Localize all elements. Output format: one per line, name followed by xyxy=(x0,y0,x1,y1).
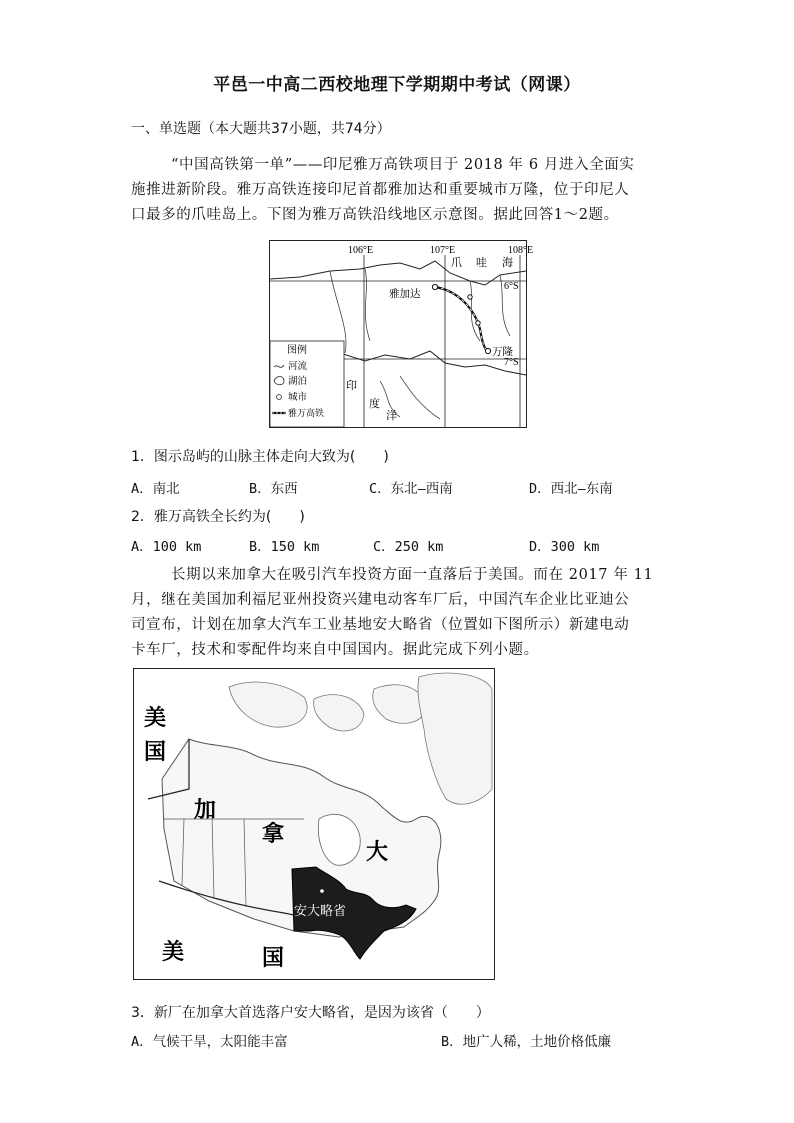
lon-label-106e: 106°E xyxy=(348,245,374,256)
q3-option-a[interactable]: A．气候干旱，太阳能丰富 xyxy=(131,1034,288,1050)
legend-city-label: 城市 xyxy=(288,393,308,403)
label-canada-1: 加 xyxy=(194,797,217,822)
legend-river-label: 河流 xyxy=(288,362,308,372)
section-heading: 一、单选题（本大题共37小题，共74分） xyxy=(131,121,391,137)
java-railway-map xyxy=(269,240,534,428)
legend-railway-label: 雅万高铁 xyxy=(288,408,325,418)
ocean-label-char: 度 xyxy=(369,398,380,410)
lon-label-108e: 108°E xyxy=(508,245,534,256)
greenland xyxy=(418,673,492,804)
q2-option-c[interactable]: C．250 km xyxy=(373,539,444,555)
ocean-label-char: 洋 xyxy=(386,410,397,422)
arctic-island xyxy=(229,682,307,727)
label-usa-top-2: 国 xyxy=(144,739,167,764)
passage2-line3: 司宣布，计划在加拿大汽车工业基地安大略省（位置如下图所示）新建电动 xyxy=(131,617,630,633)
sea-label-char: 哇 xyxy=(476,257,487,269)
passage2-line2: 月，继在美国加利福尼亚州投资兴建电动客车厂后，中国汽车企业比亚迪公 xyxy=(131,592,630,608)
city-dot xyxy=(476,321,480,325)
lat-label-6s: 6°S xyxy=(504,281,519,292)
ocean-label-char: 印 xyxy=(346,380,357,392)
q2-option-d[interactable]: D．300 km xyxy=(529,539,600,555)
city-bandung-label: 万隆 xyxy=(492,347,513,358)
legend-lake-label: 湖泊 xyxy=(288,377,308,387)
q1-option-c[interactable]: C．东北—西南 xyxy=(369,481,453,497)
river-line xyxy=(400,376,440,419)
canada-map-svg xyxy=(134,669,494,979)
q2-option-a[interactable]: A．100 km xyxy=(131,539,202,555)
city-jakarta-label: 雅加达 xyxy=(389,289,421,300)
label-canada-2: 拿 xyxy=(262,821,285,846)
q1-option-d[interactable]: D．西北—东南 xyxy=(529,481,613,497)
canada-ontario-map xyxy=(133,668,495,980)
legend-title: 图例 xyxy=(287,345,307,356)
question-3-stem: 3．新厂在加拿大首选落户安大略省，是因为该省（ ） xyxy=(131,1005,490,1021)
label-usa-top-1: 美 xyxy=(144,705,167,730)
arctic-island xyxy=(314,695,364,731)
lat-label-7s: 7°S xyxy=(504,357,519,368)
label-ontario: 安大略省 xyxy=(294,903,347,918)
legend-city-symbol xyxy=(277,395,282,400)
passage1-line3: 口最多的爪哇岛上。下图为雅万高铁沿线地区示意图。据此回答1～2题。 xyxy=(131,207,619,223)
label-usa-bottom-2: 国 xyxy=(262,945,285,970)
q1-option-b[interactable]: B．东西 xyxy=(249,481,298,497)
railway-dash xyxy=(435,287,488,351)
city-bandung-dot xyxy=(485,348,490,353)
passage1-line2: 施推进新阶段。雅万高铁连接印尼首都雅加达和重要城市万隆，位于印尼人 xyxy=(131,182,630,198)
label-canada-3: 大 xyxy=(366,839,389,864)
sea-label-char: 海 xyxy=(502,257,513,269)
passage1-line1: “中国高铁第一单”——印尼雅万高铁项目于 2018 年 6 月进入全面实 xyxy=(171,157,635,173)
passage2-line1: 长期以来加拿大在吸引汽车投资方面一直落后于美国。而在 2017 年 11 xyxy=(171,567,654,583)
question-2-stem: 2．雅万高铁全长约为( ) xyxy=(131,509,305,525)
java-map-svg xyxy=(270,241,534,427)
page-title: 平邑一中高二西校地理下学期期中考试（网课） xyxy=(213,75,581,95)
city-dot xyxy=(468,295,472,299)
q3-option-b[interactable]: B．地广人稀，土地价格低廉 xyxy=(441,1034,612,1050)
ontario-capital-dot xyxy=(320,889,324,893)
river-line xyxy=(365,269,370,341)
q1-option-a[interactable]: A．南北 xyxy=(131,481,180,497)
passage2-line4: 卡车厂，技术和零配件均来自中国国内。据此完成下列小题。 xyxy=(131,642,539,658)
label-usa-bottom-1: 美 xyxy=(162,939,185,964)
q2-option-b[interactable]: B．150 km xyxy=(249,539,320,555)
question-1-stem: 1．图示岛屿的山脉主体走向大致为( ) xyxy=(131,449,389,465)
lon-label-107e: 107°E xyxy=(430,245,456,256)
railway-line xyxy=(435,287,488,351)
sea-label-char: 爪 xyxy=(451,257,462,269)
city-jakarta-dot xyxy=(432,284,437,289)
